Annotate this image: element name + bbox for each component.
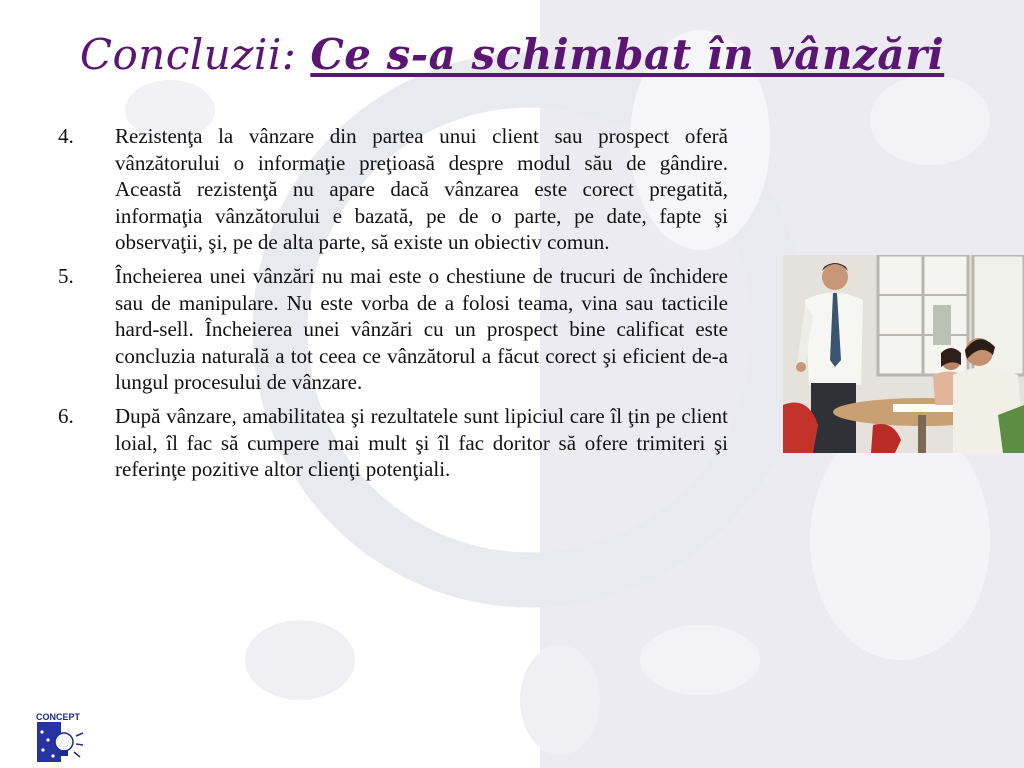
list-item-number: 5. <box>58 263 74 288</box>
list-item <box>58 403 728 483</box>
title-prefix: Concluzii: <box>79 30 297 79</box>
list-item-text: După vânzare, amabilitatea şi rezultatele sunt lipiciul care îl ţin pe client loial, îl fac să cumpere mai mult şi îl fac doritor să ofere trimiteri şi referinţe pozitive altor clienţi potenţiali. <box>115 403 728 482</box>
office-meeting-photo <box>783 255 1024 453</box>
list-item <box>58 123 728 256</box>
slide-title <box>0 30 1024 79</box>
list-item-number: 4. <box>58 124 74 148</box>
logo-label: CONCEPT <box>36 712 81 722</box>
list-item <box>58 263 728 396</box>
list-item-text: Încheierea unei vânzări nu mai este o chestiune de trucuri de închidere sau de manipulare. Nu este vorba de a folosi teama, vina sau tacticile hard-sell. Încheierea unei vânzări cu un prospect bine calificat este concluzia naturală a tot ceea ce vânzătorul a făcut corect şi eficient de-a lungul procesului de vânzare. <box>115 263 728 395</box>
list-item-text: Rezistenţa la vânzare din partea unui client sau prospect oferă vânzătorului o informaţie preţioasă despre modul său de gândire. Această rezistenţă nu apare dacă vânzarea este corect pregatită, informaţia vânzătorului e bazată, pe de o parte, pe date, fapte şi observaţii, şi, pe de alta parte, să existe un obiectiv comun. <box>115 124 728 255</box>
title-main: Ce s-a schimbat în vânzări <box>310 30 945 79</box>
conclusions-list <box>58 123 728 490</box>
list-item-number: 6. <box>58 403 74 428</box>
